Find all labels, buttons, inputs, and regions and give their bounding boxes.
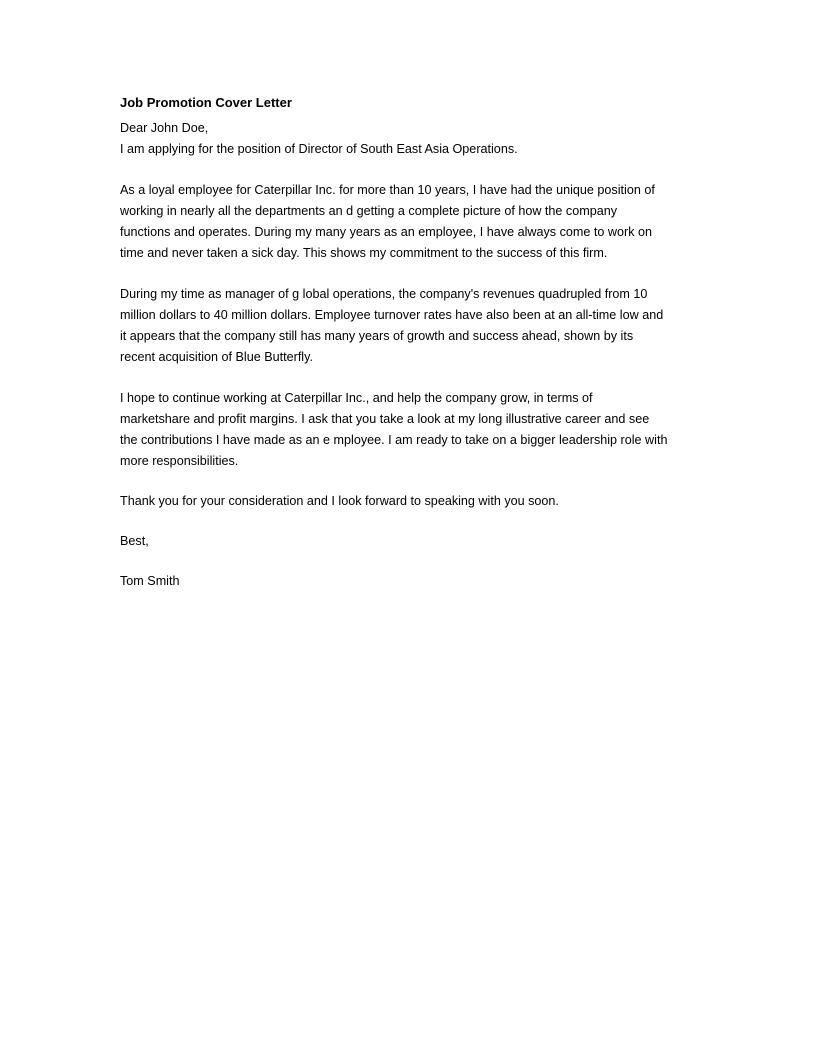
letter-opening (120, 118, 700, 160)
paragraph-2 (120, 284, 700, 368)
paragraph-1 (120, 180, 700, 264)
paragraph-2-line: million dollars to 40 million dollars. Employee turnover rates have also been at an all-time low and (120, 308, 664, 322)
paragraph-1-line: working in nearly all the departments an d getting a complete picture of how the company (120, 204, 618, 218)
paragraph-1-line: time and never taken a sick day. This shows my commitment to the success of this firm. (120, 246, 608, 260)
intro-line: I am applying for the position of Director of South East Asia Operations. (120, 142, 518, 156)
paragraph-3-line: the contributions I have made as an e mployee. I am ready to take on a bigger leadership role with (120, 433, 668, 447)
paragraph-1-line: functions and operates. During my many years as an employee, I have always come to work on (120, 225, 652, 239)
letter-title: Job Promotion Cover Letter (120, 95, 292, 110)
signature: Tom Smith (120, 574, 180, 588)
thanks-line: Thank you for your consideration and I look forward to speaking with you soon. (120, 494, 559, 508)
paragraph-1-line: As a loyal employee for Caterpillar Inc. for more than 10 years, I have had the unique position of (120, 183, 655, 197)
paragraph-2-line: recent acquisition of Blue Butterfly. (120, 350, 313, 364)
letter-page (120, 94, 700, 592)
paragraph-3 (120, 388, 700, 472)
greeting: Dear John Doe, (120, 121, 209, 135)
paragraph-3-line: marketshare and profit margins. I ask that you take a look at my long illustrative career and see (120, 412, 650, 426)
paragraph-2-line: During my time as manager of g lobal operations, the company's revenues quadrupled from 10 (120, 287, 648, 301)
paragraph-3-line: more responsibilities. (120, 454, 239, 468)
paragraph-2-line: it appears that the company still has many years of growth and success ahead, shown by its (120, 329, 634, 343)
closing: Best, (120, 534, 149, 548)
paragraph-3-line: I hope to continue working at Caterpillar Inc., and help the company grow, in terms of (120, 391, 593, 405)
